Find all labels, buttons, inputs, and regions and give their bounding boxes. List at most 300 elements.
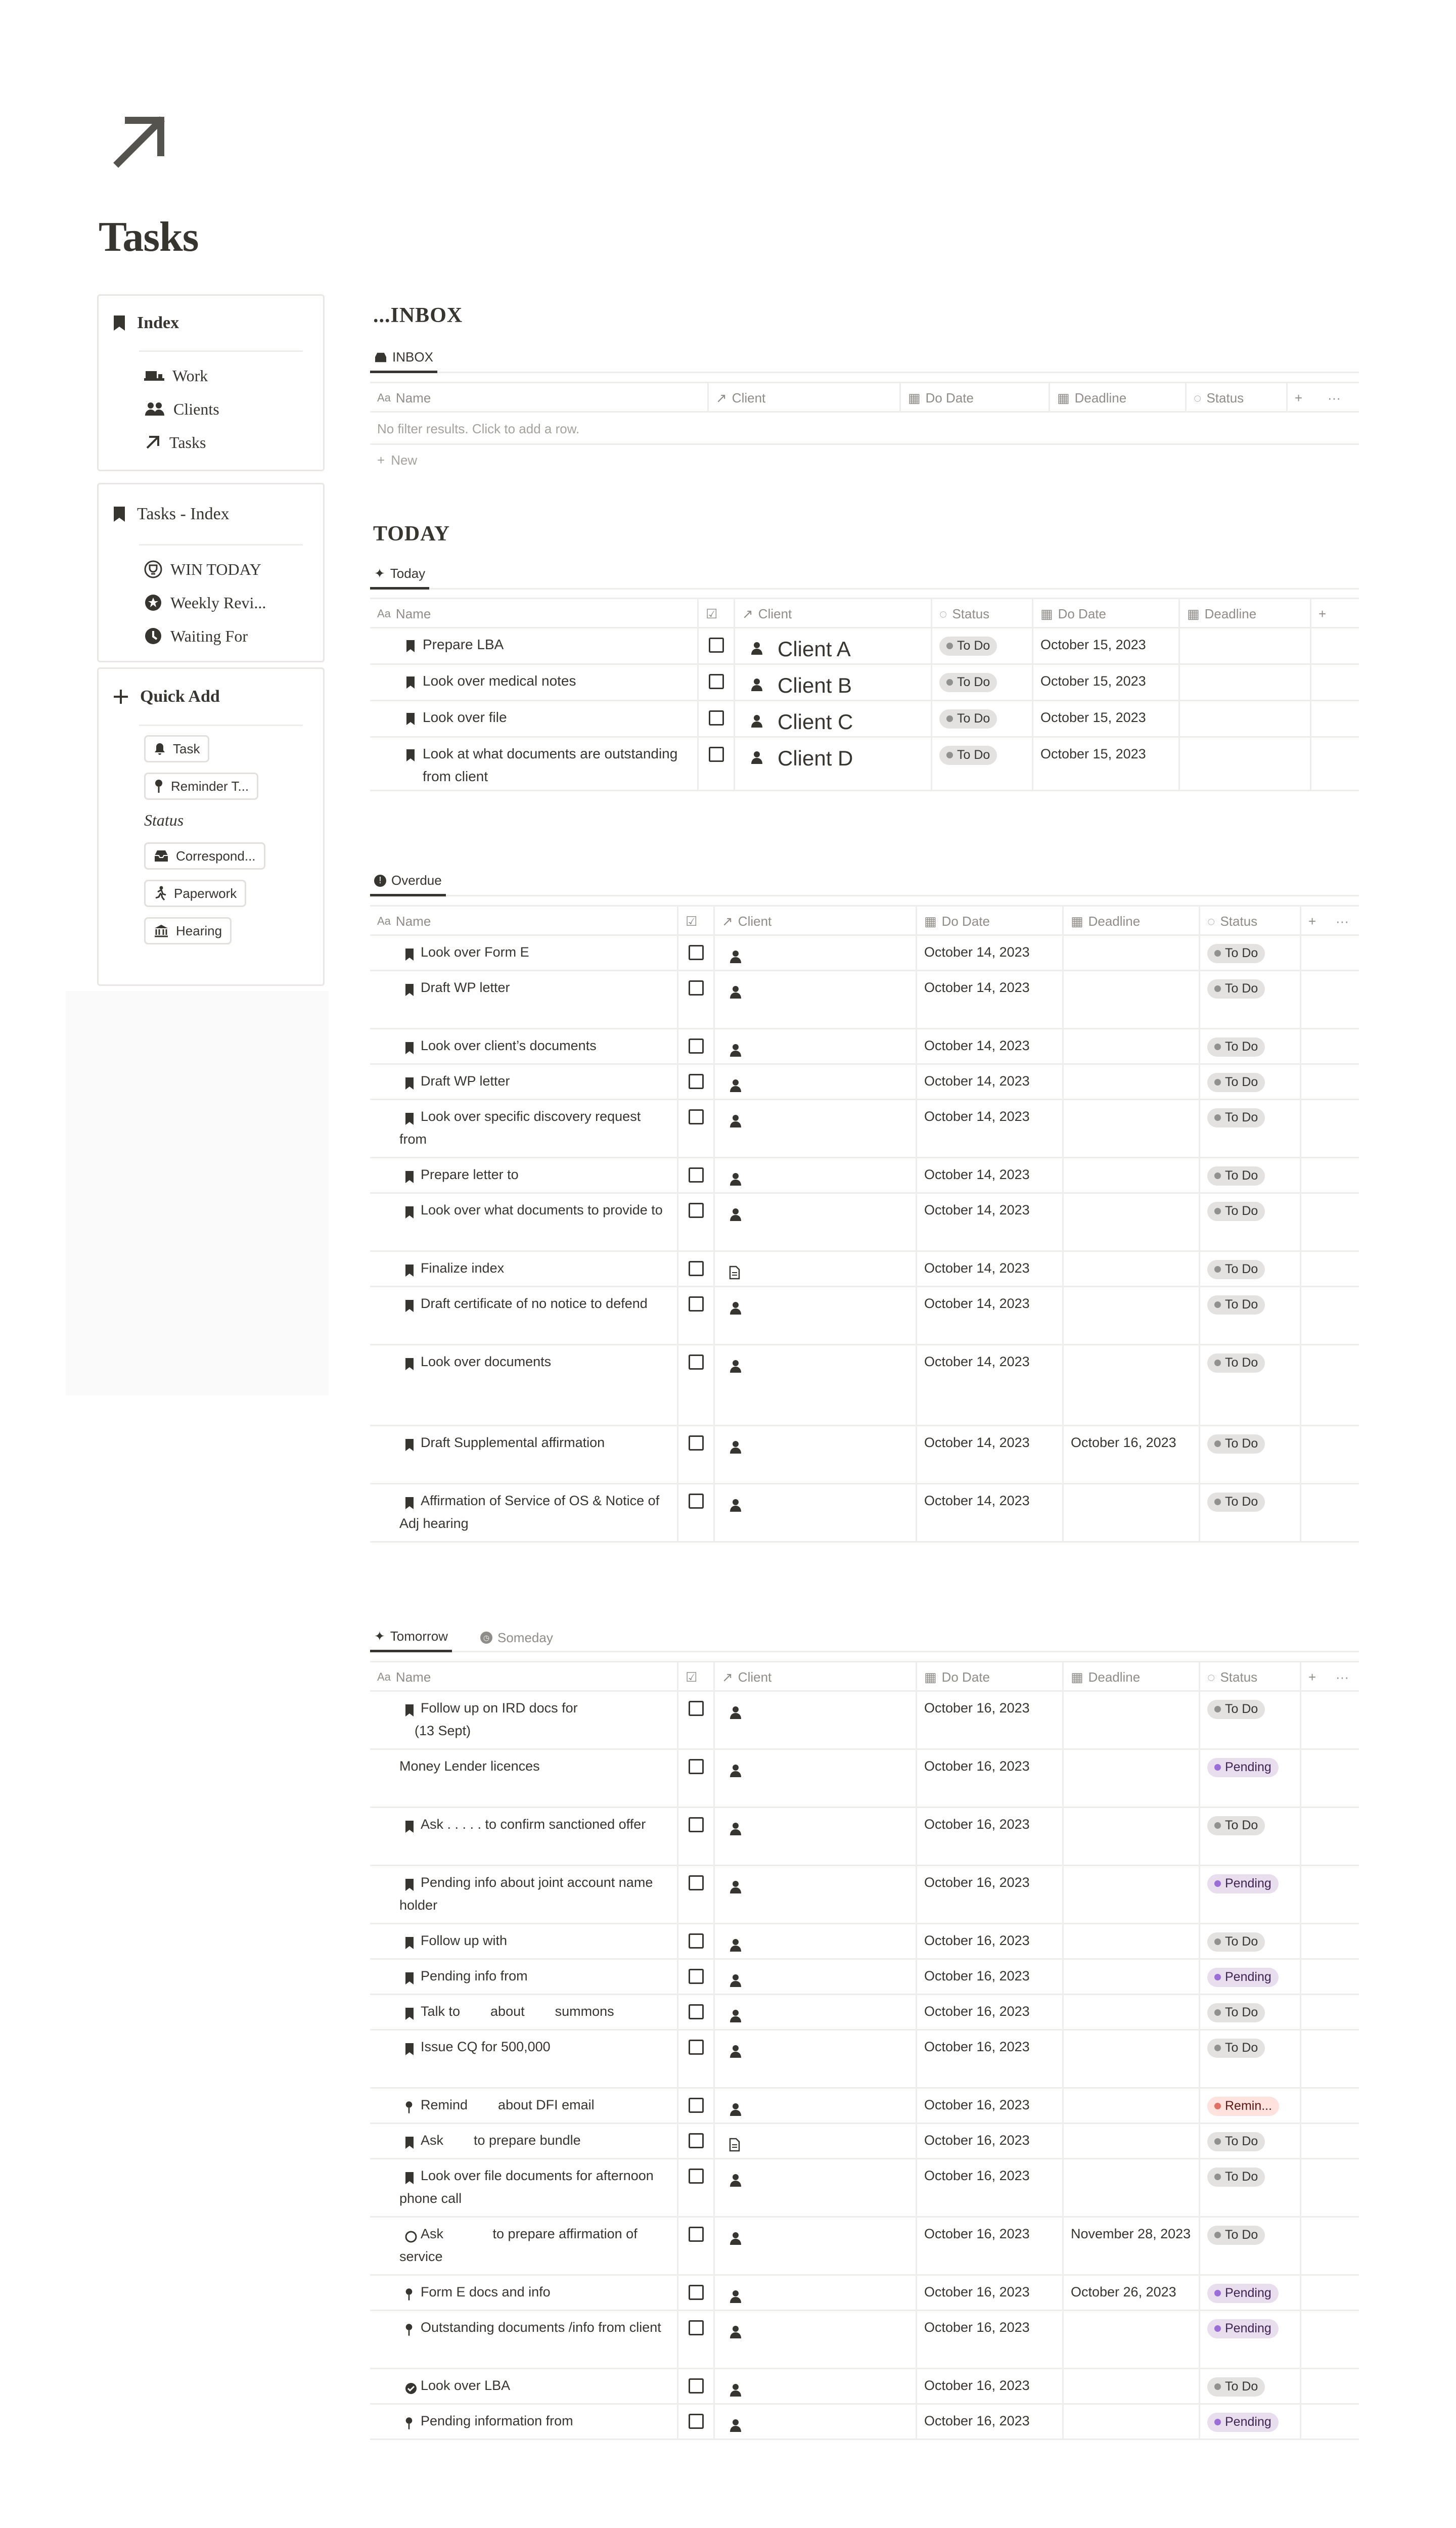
task-checkbox[interactable] xyxy=(689,2004,704,2019)
name-cell[interactable] xyxy=(370,1924,678,1958)
name-cell[interactable] xyxy=(370,936,678,970)
status-badge[interactable] xyxy=(1207,1260,1265,1279)
table-row[interactable] xyxy=(370,1029,1359,1065)
do-date-cell[interactable] xyxy=(917,1995,1064,2029)
do-date-cell[interactable] xyxy=(917,1158,1064,1192)
name-cell[interactable] xyxy=(370,2369,678,2403)
do-date-cell[interactable] xyxy=(917,1866,1064,1923)
status-cell[interactable] xyxy=(1200,2159,1301,2216)
table-row[interactable] xyxy=(370,1808,1359,1866)
status-cell[interactable] xyxy=(932,628,1033,663)
status-cell[interactable] xyxy=(1200,2276,1301,2310)
tab-today[interactable] xyxy=(370,560,429,590)
do-date-cell[interactable] xyxy=(1033,665,1180,700)
deadline-cell[interactable] xyxy=(1064,1692,1200,1748)
column-header-checkbox[interactable] xyxy=(678,907,715,936)
status-badge[interactable] xyxy=(1207,1932,1265,1952)
name-cell[interactable] xyxy=(370,2124,678,2158)
table-row[interactable] xyxy=(370,665,1359,701)
table-row[interactable] xyxy=(370,628,1359,665)
status-badge[interactable] xyxy=(1207,1700,1265,1719)
name-cell[interactable] xyxy=(370,1808,678,1865)
client-cell[interactable] xyxy=(715,1960,917,1994)
deadline-cell[interactable] xyxy=(1064,2218,1200,2274)
name-cell[interactable] xyxy=(370,2159,678,2216)
status-cell[interactable] xyxy=(1200,1995,1301,2029)
name-cell[interactable] xyxy=(370,2089,678,2123)
status-cell[interactable] xyxy=(1200,2124,1301,2158)
client-cell[interactable] xyxy=(715,1345,917,1425)
client-cell[interactable] xyxy=(715,971,917,1028)
task-checkbox[interactable] xyxy=(709,638,724,653)
do-date-cell[interactable] xyxy=(1033,628,1180,663)
status-badge[interactable] xyxy=(939,673,997,692)
name-cell[interactable] xyxy=(370,1692,678,1748)
column-header-deadline[interactable] xyxy=(1064,907,1200,936)
name-cell[interactable] xyxy=(370,1287,678,1344)
task-checkbox[interactable] xyxy=(689,2227,704,2242)
task-checkbox[interactable] xyxy=(689,2098,704,2113)
do-date-cell[interactable] xyxy=(917,1029,1064,1063)
column-header-status[interactable] xyxy=(932,599,1033,628)
deadline-cell[interactable] xyxy=(1064,2369,1200,2403)
status-badge[interactable] xyxy=(1207,2132,1265,2151)
deadline-cell[interactable] xyxy=(1064,2276,1200,2310)
status-badge[interactable] xyxy=(1207,1874,1279,1893)
table-row[interactable] xyxy=(370,701,1359,738)
table-row[interactable] xyxy=(370,1924,1359,1960)
do-date-cell[interactable] xyxy=(917,2369,1064,2403)
table-row[interactable] xyxy=(370,1065,1359,1100)
tab-tomorrow[interactable] xyxy=(370,1623,452,1652)
do-date-cell[interactable] xyxy=(917,1808,1064,1865)
table-row[interactable] xyxy=(370,1287,1359,1345)
status-badge[interactable] xyxy=(1207,1493,1265,1512)
deadline-cell[interactable] xyxy=(1064,1808,1200,1865)
column-header-status[interactable] xyxy=(1200,907,1301,936)
column-header-do-date[interactable] xyxy=(1033,599,1180,628)
deadline-cell[interactable] xyxy=(1064,1287,1200,1344)
name-cell[interactable] xyxy=(370,1065,678,1099)
name-cell[interactable] xyxy=(370,1252,678,1286)
deadline-cell[interactable] xyxy=(1064,1100,1200,1157)
table-row[interactable] xyxy=(370,1426,1359,1484)
client-cell[interactable] xyxy=(735,701,932,736)
status-badge[interactable] xyxy=(1207,1295,1265,1315)
page-title[interactable]: Tasks xyxy=(99,213,199,260)
status-badge[interactable] xyxy=(1207,1073,1265,1092)
client-cell[interactable] xyxy=(735,665,932,700)
arrow-up-right-icon[interactable] xyxy=(109,111,170,172)
status-cell[interactable] xyxy=(1200,1960,1301,1994)
name-cell[interactable] xyxy=(370,1100,678,1157)
status-cell[interactable] xyxy=(1200,1287,1301,1344)
status-cell[interactable] xyxy=(1200,2218,1301,2274)
name-cell[interactable] xyxy=(370,665,699,700)
status-cell[interactable] xyxy=(932,665,1033,700)
more-options-icon[interactable]: ··· xyxy=(1336,913,1349,929)
name-cell[interactable] xyxy=(370,2311,678,2368)
deadline-cell[interactable] xyxy=(1064,1158,1200,1192)
table-row[interactable] xyxy=(370,1158,1359,1194)
do-date-cell[interactable] xyxy=(917,1426,1064,1483)
do-date-cell[interactable] xyxy=(917,1065,1064,1099)
client-cell[interactable] xyxy=(715,1194,917,1250)
name-cell[interactable] xyxy=(370,1029,678,1063)
client-cell[interactable] xyxy=(735,628,932,663)
client-cell[interactable] xyxy=(715,2276,917,2310)
new-row-button[interactable] xyxy=(370,445,1359,475)
name-cell[interactable] xyxy=(370,2030,678,2087)
do-date-cell[interactable] xyxy=(917,1750,1064,1807)
status-cell[interactable] xyxy=(1200,1750,1301,1807)
quick-add-hearing-button[interactable] xyxy=(144,917,232,944)
name-cell[interactable] xyxy=(370,701,699,736)
task-checkbox[interactable] xyxy=(689,1933,704,1949)
name-cell[interactable] xyxy=(370,1750,678,1807)
task-checkbox[interactable] xyxy=(689,2133,704,2148)
deadline-cell[interactable] xyxy=(1064,1345,1200,1425)
task-checkbox[interactable] xyxy=(689,2414,704,2429)
client-cell[interactable] xyxy=(735,738,932,790)
add-column-icon[interactable]: + xyxy=(1318,606,1327,621)
task-checkbox[interactable] xyxy=(689,2320,704,2335)
table-row[interactable] xyxy=(370,2276,1359,2311)
quick-add-reminder-button[interactable] xyxy=(144,773,258,800)
status-badge[interactable] xyxy=(1207,1202,1265,1221)
tab-someday[interactable] xyxy=(476,1623,557,1652)
empty-state[interactable]: No filter results. Click to add a row. xyxy=(370,413,1359,445)
table-row[interactable] xyxy=(370,1866,1359,1924)
table-row[interactable] xyxy=(370,1345,1359,1426)
do-date-cell[interactable] xyxy=(917,1252,1064,1286)
status-badge[interactable] xyxy=(1207,2319,1279,2338)
status-cell[interactable] xyxy=(1200,971,1301,1028)
client-cell[interactable] xyxy=(715,1252,917,1286)
deadline-cell[interactable] xyxy=(1064,936,1200,970)
status-cell[interactable] xyxy=(1200,1484,1301,1541)
deadline-cell[interactable] xyxy=(1064,1924,1200,1958)
name-cell[interactable] xyxy=(370,1158,678,1192)
deadline-cell[interactable] xyxy=(1064,2311,1200,2368)
table-row[interactable] xyxy=(370,2030,1359,2089)
name-cell[interactable] xyxy=(370,2405,678,2439)
name-cell[interactable] xyxy=(370,738,699,790)
status-badge[interactable] xyxy=(1207,2003,1265,2022)
status-badge[interactable] xyxy=(1207,1037,1265,1057)
column-header-name[interactable] xyxy=(370,599,699,628)
column-header-client[interactable] xyxy=(715,907,917,936)
status-badge[interactable] xyxy=(1207,1758,1279,1777)
client-cell[interactable] xyxy=(715,2311,917,2368)
column-header-client[interactable] xyxy=(709,383,901,413)
status-cell[interactable] xyxy=(932,738,1033,790)
sidebar-item-waiting-for[interactable] xyxy=(144,619,323,653)
status-badge[interactable] xyxy=(1207,2226,1265,2245)
task-checkbox[interactable] xyxy=(689,1494,704,1509)
client-cell[interactable] xyxy=(715,1924,917,1958)
name-cell[interactable] xyxy=(370,1995,678,2029)
status-badge[interactable] xyxy=(1207,1108,1265,1127)
task-checkbox[interactable] xyxy=(689,1875,704,1890)
do-date-cell[interactable] xyxy=(917,1484,1064,1541)
do-date-cell[interactable] xyxy=(917,2089,1064,2123)
do-date-cell[interactable] xyxy=(917,2159,1064,2216)
status-cell[interactable] xyxy=(1200,2405,1301,2439)
client-cell[interactable] xyxy=(715,1100,917,1157)
name-cell[interactable] xyxy=(370,1426,678,1483)
status-cell[interactable] xyxy=(1200,1808,1301,1865)
status-badge[interactable] xyxy=(939,637,997,656)
task-checkbox[interactable] xyxy=(689,2040,704,2055)
client-cell[interactable] xyxy=(715,1287,917,1344)
status-badge[interactable] xyxy=(1207,2284,1279,2303)
deadline-cell[interactable] xyxy=(1064,2405,1200,2439)
status-badge[interactable] xyxy=(1207,2377,1265,2397)
status-badge[interactable] xyxy=(1207,979,1265,999)
table-row[interactable] xyxy=(370,738,1359,791)
column-header-deadline[interactable] xyxy=(1064,1662,1200,1692)
status-cell[interactable] xyxy=(1200,1866,1301,1923)
table-row[interactable] xyxy=(370,2218,1359,2276)
name-cell[interactable] xyxy=(370,2218,678,2274)
sidebar-item-win-today[interactable] xyxy=(144,553,323,586)
deadline-cell[interactable] xyxy=(1064,1484,1200,1541)
table-row[interactable] xyxy=(370,971,1359,1029)
do-date-cell[interactable] xyxy=(917,1924,1064,1958)
task-checkbox[interactable] xyxy=(689,980,704,996)
status-badge[interactable] xyxy=(1207,1166,1265,1186)
deadline-cell[interactable] xyxy=(1064,1194,1200,1250)
name-cell[interactable] xyxy=(370,1345,678,1425)
column-header-checkbox[interactable] xyxy=(678,1662,715,1692)
table-row[interactable] xyxy=(370,2405,1359,2440)
quick-add-paperwork-button[interactable] xyxy=(144,880,246,907)
column-header-status[interactable] xyxy=(1187,383,1288,413)
deadline-cell[interactable] xyxy=(1064,1065,1200,1099)
table-row[interactable] xyxy=(370,1252,1359,1287)
do-date-cell[interactable] xyxy=(917,2218,1064,2274)
status-badge[interactable] xyxy=(1207,2097,1279,2116)
client-cell[interactable] xyxy=(715,936,917,970)
do-date-cell[interactable] xyxy=(917,1287,1064,1344)
name-cell[interactable] xyxy=(370,1194,678,1250)
table-row[interactable] xyxy=(370,2369,1359,2405)
task-checkbox[interactable] xyxy=(689,1435,704,1451)
add-column-icon[interactable]: + xyxy=(1295,390,1303,405)
do-date-cell[interactable] xyxy=(917,936,1064,970)
do-date-cell[interactable] xyxy=(917,2030,1064,2087)
status-cell[interactable] xyxy=(1200,1345,1301,1425)
column-header-name[interactable] xyxy=(370,1662,678,1692)
table-row[interactable] xyxy=(370,1100,1359,1158)
deadline-cell[interactable] xyxy=(1180,665,1311,700)
task-checkbox[interactable] xyxy=(689,1167,704,1183)
column-header-name[interactable] xyxy=(370,383,709,413)
do-date-cell[interactable] xyxy=(917,1194,1064,1250)
task-checkbox[interactable] xyxy=(689,2169,704,2184)
deadline-cell[interactable] xyxy=(1064,1995,1200,2029)
deadline-cell[interactable] xyxy=(1064,2030,1200,2087)
do-date-cell[interactable] xyxy=(917,1692,1064,1748)
status-badge[interactable] xyxy=(1207,2039,1265,2058)
column-header-deadline[interactable] xyxy=(1050,383,1187,413)
client-cell[interactable] xyxy=(715,1426,917,1483)
task-checkbox[interactable] xyxy=(689,1969,704,1984)
sidebar-item-work[interactable] xyxy=(144,359,323,392)
client-cell[interactable] xyxy=(715,1029,917,1063)
do-date-cell[interactable] xyxy=(917,971,1064,1028)
status-cell[interactable] xyxy=(1200,2311,1301,2368)
task-checkbox[interactable] xyxy=(689,2285,704,2300)
deadline-cell[interactable] xyxy=(1064,2089,1200,2123)
quick-add-task-button[interactable] xyxy=(144,735,209,762)
do-date-cell[interactable] xyxy=(917,1100,1064,1157)
column-header-checkbox[interactable] xyxy=(699,599,735,628)
client-cell[interactable] xyxy=(715,2159,917,2216)
client-cell[interactable] xyxy=(715,1158,917,1192)
sidebar-item-weekly-review[interactable] xyxy=(144,586,323,619)
task-checkbox[interactable] xyxy=(689,2378,704,2394)
task-checkbox[interactable] xyxy=(689,1296,704,1312)
column-header-do-date[interactable] xyxy=(901,383,1050,413)
index-title[interactable]: Index xyxy=(137,313,179,332)
deadline-cell[interactable] xyxy=(1180,738,1311,790)
task-checkbox[interactable] xyxy=(689,1701,704,1716)
client-cell[interactable] xyxy=(715,1750,917,1807)
do-date-cell[interactable] xyxy=(1033,701,1180,736)
quick-add-title[interactable]: Quick Add xyxy=(140,687,220,706)
task-checkbox[interactable] xyxy=(709,710,724,726)
status-cell[interactable] xyxy=(1200,936,1301,970)
tasks-index-title[interactable]: Tasks - Index xyxy=(137,505,230,523)
status-badge[interactable] xyxy=(939,709,997,729)
table-row[interactable] xyxy=(370,1960,1359,1995)
add-column-icon[interactable]: + xyxy=(1308,1669,1316,1685)
table-row[interactable] xyxy=(370,936,1359,971)
deadline-cell[interactable] xyxy=(1064,1252,1200,1286)
column-header-do-date[interactable] xyxy=(917,907,1064,936)
status-cell[interactable] xyxy=(1200,2369,1301,2403)
add-column-icon[interactable]: + xyxy=(1308,913,1316,929)
deadline-cell[interactable] xyxy=(1180,701,1311,736)
name-cell[interactable] xyxy=(370,1866,678,1923)
status-badge[interactable] xyxy=(1207,1434,1265,1454)
status-badge[interactable] xyxy=(1207,944,1265,963)
table-row[interactable] xyxy=(370,1194,1359,1252)
status-cell[interactable] xyxy=(1200,1924,1301,1958)
deadline-cell[interactable] xyxy=(1064,1426,1200,1483)
status-badge[interactable] xyxy=(1207,1353,1265,1373)
do-date-cell[interactable] xyxy=(1033,738,1180,790)
tab-overdue[interactable] xyxy=(370,867,446,896)
client-cell[interactable] xyxy=(715,1808,917,1865)
do-date-cell[interactable] xyxy=(917,2276,1064,2310)
deadline-cell[interactable] xyxy=(1064,971,1200,1028)
status-cell[interactable] xyxy=(1200,1100,1301,1157)
deadline-cell[interactable] xyxy=(1064,1029,1200,1063)
client-cell[interactable] xyxy=(715,1065,917,1099)
column-header-client[interactable] xyxy=(715,1662,917,1692)
task-checkbox[interactable] xyxy=(689,1203,704,1218)
deadline-cell[interactable] xyxy=(1064,1750,1200,1807)
deadline-cell[interactable] xyxy=(1064,1960,1200,1994)
client-cell[interactable] xyxy=(715,2030,917,2087)
task-checkbox[interactable] xyxy=(689,1817,704,1832)
column-header-status[interactable] xyxy=(1200,1662,1301,1692)
task-checkbox[interactable] xyxy=(689,1109,704,1124)
client-cell[interactable] xyxy=(715,2218,917,2274)
client-cell[interactable] xyxy=(715,1692,917,1748)
task-checkbox[interactable] xyxy=(689,1074,704,1089)
table-row[interactable] xyxy=(370,1995,1359,2030)
table-row[interactable] xyxy=(370,2089,1359,2124)
do-date-cell[interactable] xyxy=(917,1345,1064,1425)
table-row[interactable] xyxy=(370,2159,1359,2218)
name-cell[interactable] xyxy=(370,1960,678,1994)
status-badge[interactable] xyxy=(1207,1816,1265,1835)
status-cell[interactable] xyxy=(1200,1252,1301,1286)
deadline-cell[interactable] xyxy=(1064,2159,1200,2216)
task-checkbox[interactable] xyxy=(689,945,704,960)
task-checkbox[interactable] xyxy=(709,674,724,689)
client-cell[interactable] xyxy=(715,2369,917,2403)
task-checkbox[interactable] xyxy=(689,1261,704,1276)
status-cell[interactable] xyxy=(1200,2030,1301,2087)
column-header-client[interactable] xyxy=(735,599,932,628)
column-header-deadline[interactable] xyxy=(1180,599,1311,628)
table-row[interactable] xyxy=(370,2311,1359,2369)
do-date-cell[interactable] xyxy=(917,1960,1064,1994)
deadline-cell[interactable] xyxy=(1064,1866,1200,1923)
do-date-cell[interactable] xyxy=(917,2311,1064,2368)
do-date-cell[interactable] xyxy=(917,2124,1064,2158)
client-cell[interactable] xyxy=(715,2089,917,2123)
status-cell[interactable] xyxy=(1200,1158,1301,1192)
deadline-cell[interactable] xyxy=(1064,2124,1200,2158)
name-cell[interactable] xyxy=(370,971,678,1028)
more-options-icon[interactable]: ··· xyxy=(1328,390,1341,405)
name-cell[interactable] xyxy=(370,1484,678,1541)
column-header-do-date[interactable] xyxy=(917,1662,1064,1692)
status-cell[interactable] xyxy=(1200,1426,1301,1483)
status-cell[interactable] xyxy=(1200,2089,1301,2123)
sidebar-item-clients[interactable] xyxy=(144,392,323,426)
task-checkbox[interactable] xyxy=(709,747,724,762)
table-row[interactable] xyxy=(370,2124,1359,2159)
do-date-cell[interactable] xyxy=(917,2405,1064,2439)
status-badge[interactable] xyxy=(1207,1968,1279,1987)
status-badge[interactable] xyxy=(1207,2413,1279,2432)
status-cell[interactable] xyxy=(932,701,1033,736)
quick-add-correspondence-button[interactable] xyxy=(144,842,265,870)
column-header-name[interactable] xyxy=(370,907,678,936)
status-cell[interactable] xyxy=(1200,1029,1301,1063)
status-cell[interactable] xyxy=(1200,1065,1301,1099)
status-badge[interactable] xyxy=(1207,2168,1265,2187)
status-badge[interactable] xyxy=(939,746,997,765)
task-checkbox[interactable] xyxy=(689,1759,704,1774)
name-cell[interactable] xyxy=(370,2276,678,2310)
task-checkbox[interactable] xyxy=(689,1039,704,1054)
more-options-icon[interactable]: ··· xyxy=(1336,1669,1349,1685)
client-cell[interactable] xyxy=(715,2124,917,2158)
task-checkbox[interactable] xyxy=(689,1355,704,1370)
table-row[interactable] xyxy=(370,1484,1359,1543)
status-cell[interactable] xyxy=(1200,1692,1301,1748)
sidebar-item-tasks[interactable] xyxy=(144,426,323,459)
status-cell[interactable] xyxy=(1200,1194,1301,1250)
